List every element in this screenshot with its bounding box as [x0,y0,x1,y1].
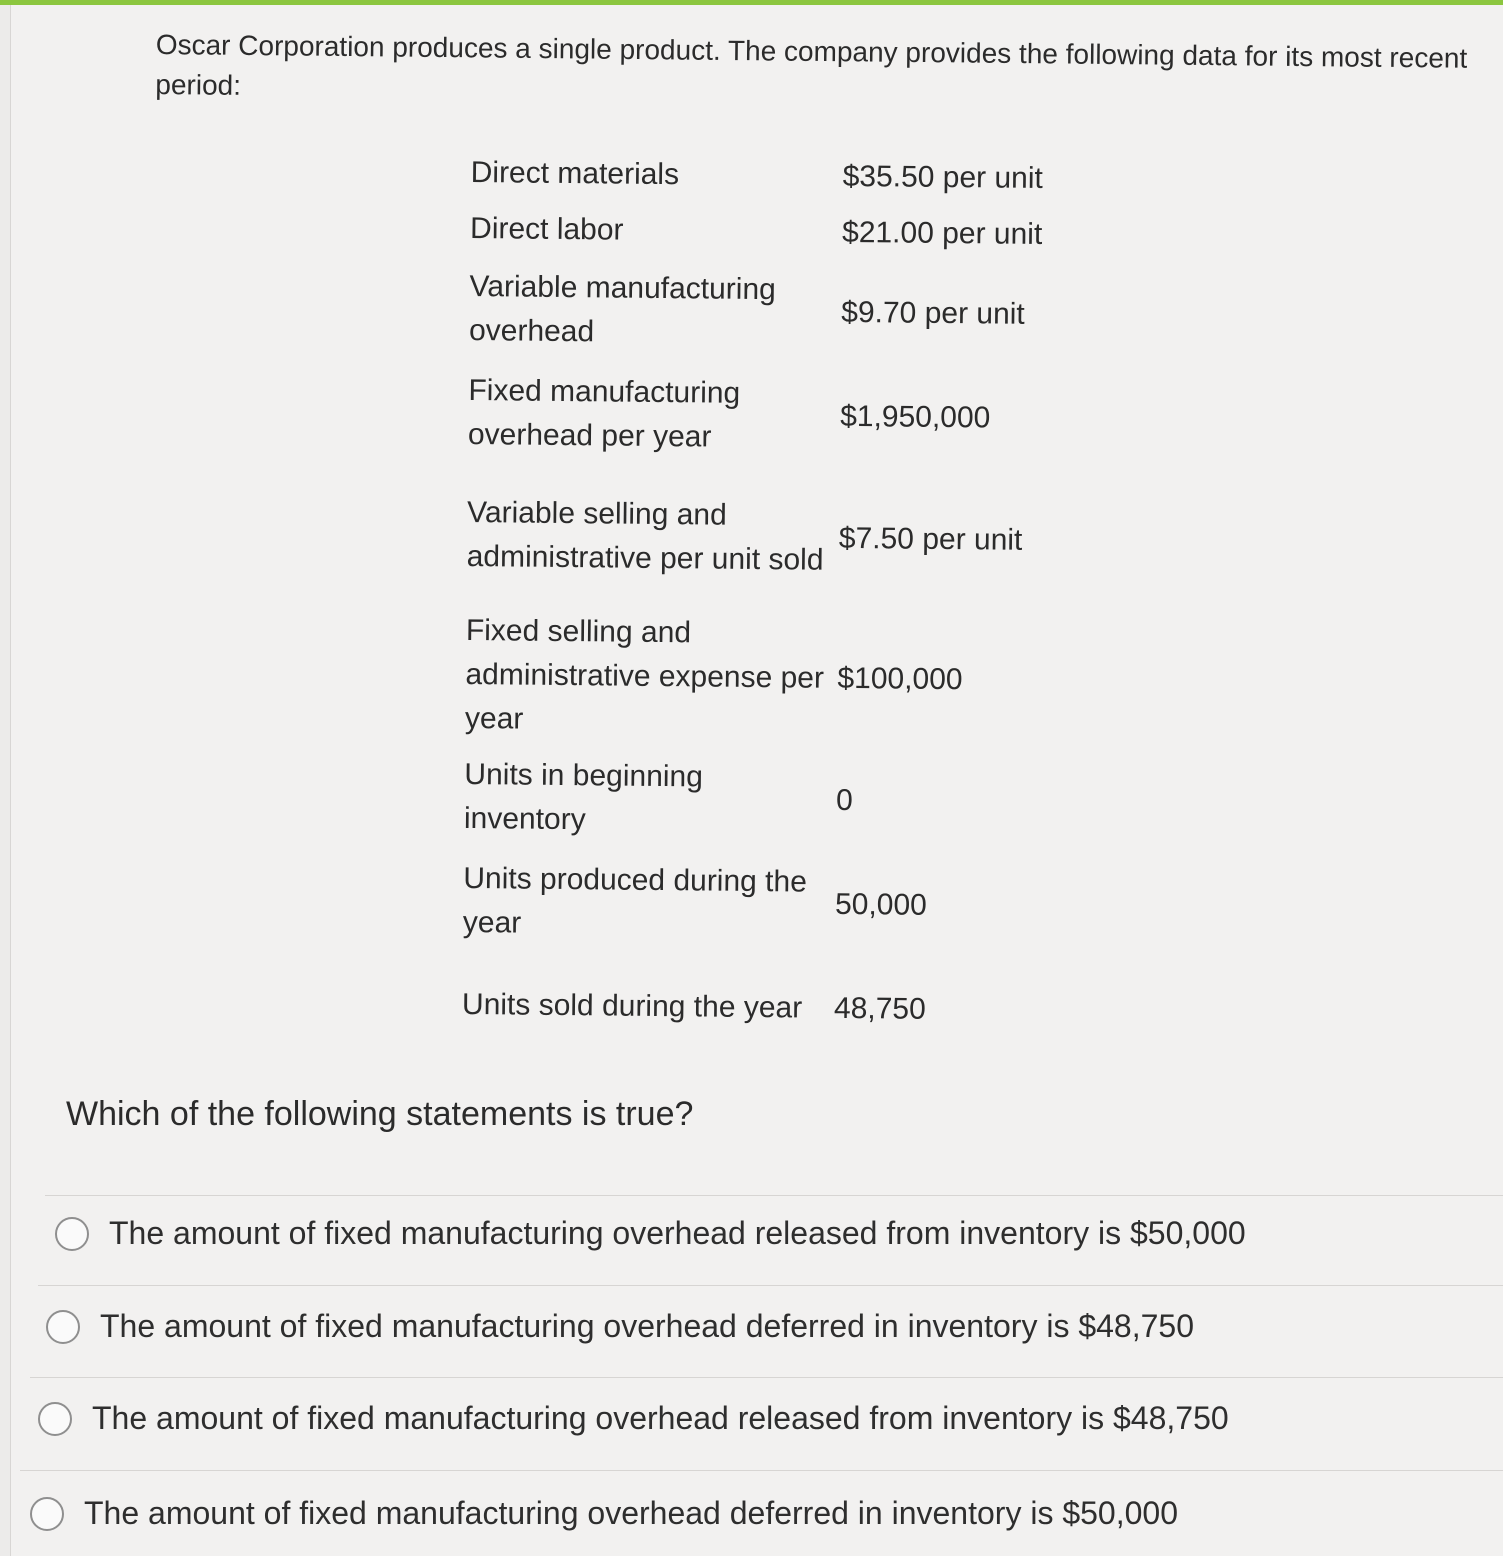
row-value: $21.00 per unit [841,215,1043,251]
row-value: $9.70 per unit [841,295,1025,331]
row-label: Variable selling and administrative per unit sold [466,495,824,577]
row-value: $35.50 per unit [842,159,1044,195]
table-row [464,745,1077,855]
divider [30,1377,1503,1378]
row-label: Fixed selling and administrative expense per year [464,613,825,736]
option-label: The amount of fixed manufacturing overhead deferred in inventory is $50,000 [84,1495,1178,1531]
answer-option-3[interactable] [38,1400,1229,1437]
row-value: 50,000 [834,887,928,922]
question-text: Which of the following statements is true? [66,1095,694,1133]
problem-intro: Oscar Corporation produces a single product. The company provides the following data for its most recent period: [155,28,1468,101]
radio-button[interactable] [46,1310,80,1344]
table-row [470,145,1083,207]
row-label: Units produced during the year [462,861,808,940]
row-value: 48,750 [833,991,926,1026]
table-row [468,361,1081,471]
row-value: $1,950,000 [840,399,991,435]
divider [45,1195,1503,1196]
option-label: The amount of fixed manufacturing overhead released from inventory is $50,000 [109,1215,1246,1251]
row-value: 0 [835,783,854,818]
table-row [465,605,1078,751]
answer-option-1[interactable] [55,1215,1246,1252]
row-label: Variable manufacturing overhead [468,269,776,349]
option-label: The amount of fixed manufacturing overhead released from inventory is $48,750 [92,1400,1229,1436]
table-row [463,849,1076,959]
radio-button[interactable] [30,1497,64,1531]
divider [38,1285,1503,1286]
table-row [466,465,1079,611]
row-label: Units in beginning inventory [463,757,704,837]
table-row [469,257,1082,367]
table-row [461,953,1074,1063]
answer-option-2[interactable] [46,1308,1194,1345]
row-label: Direct materials [470,155,680,192]
row-label: Fixed manufacturing overhead per year [467,373,741,454]
row-value: $7.50 per unit [838,521,1023,557]
row-label: Units sold during the year [461,987,803,1025]
option-label: The amount of fixed manufacturing overhead deferred in inventory is $48,750 [100,1308,1194,1344]
answer-option-4[interactable] [30,1495,1178,1532]
radio-button[interactable] [38,1402,72,1436]
divider [20,1470,1503,1471]
row-value: $100,000 [837,661,963,697]
table-row [470,201,1083,263]
cost-data-table [461,145,1083,1063]
radio-button[interactable] [55,1217,89,1251]
row-label: Direct labor [469,211,624,247]
